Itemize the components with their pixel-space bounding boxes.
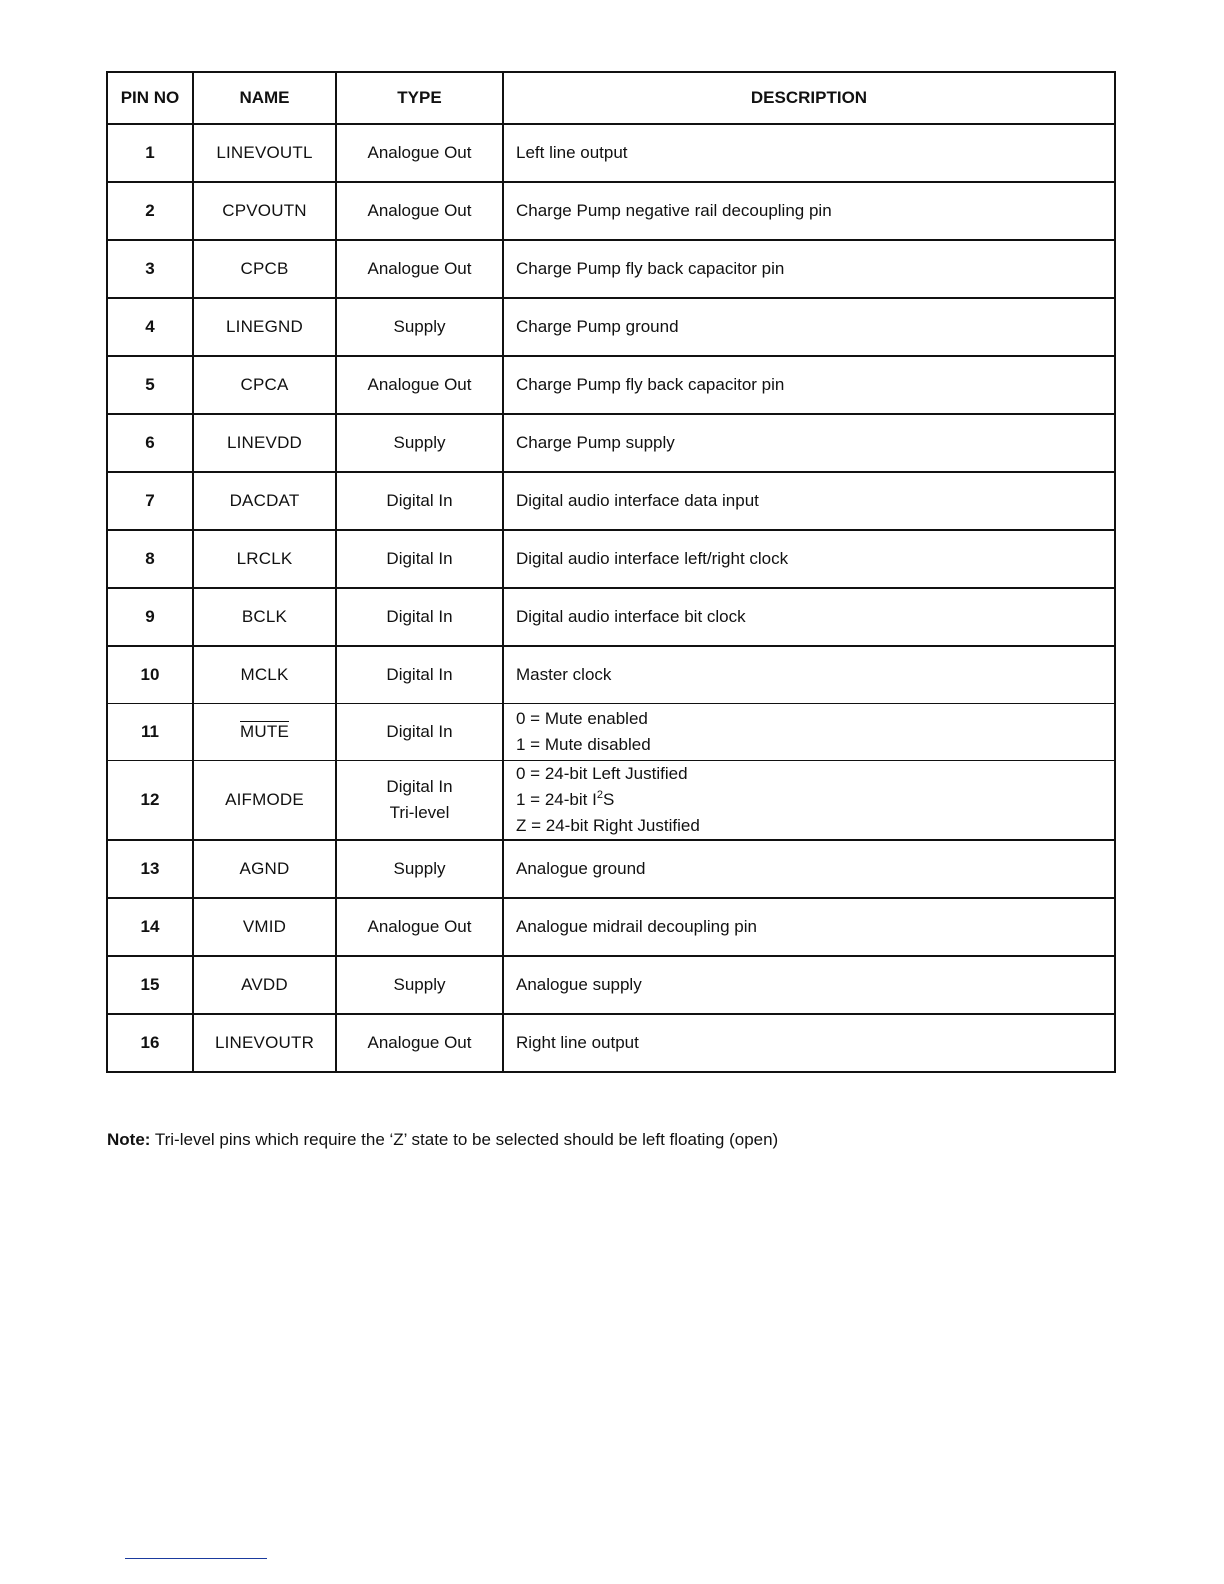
pin-type: Digital In (336, 530, 503, 588)
pin-number: 4 (107, 298, 193, 356)
pin-name: AIFMODE (193, 761, 336, 841)
table-row (107, 414, 1115, 472)
pin-name: CPCB (193, 240, 336, 298)
pin-name: AVDD (193, 956, 336, 1014)
footer-divider (125, 1558, 267, 1559)
pin-number: 12 (107, 761, 193, 841)
pin-number: 9 (107, 588, 193, 646)
table-row (107, 898, 1115, 956)
pin-type: Analogue Out (336, 124, 503, 182)
type-line: Tri-level (389, 803, 450, 822)
pin-name: LINEVOUTL (193, 124, 336, 182)
header-type: TYPE (336, 72, 503, 124)
pin-number: 6 (107, 414, 193, 472)
pin-number: 3 (107, 240, 193, 298)
pin-description: Right line output (503, 1014, 1115, 1072)
pin-number: 10 (107, 646, 193, 704)
pin-type: Supply (336, 414, 503, 472)
pin-type: Supply (336, 956, 503, 1014)
table-row (107, 840, 1115, 898)
pin-type: Analogue Out (336, 356, 503, 414)
header-name: NAME (193, 72, 336, 124)
pin-description: Charge Pump ground (503, 298, 1115, 356)
pin-description: Charge Pump supply (503, 414, 1115, 472)
pin-name: BCLK (193, 588, 336, 646)
pin-description: Digital audio interface data input (503, 472, 1115, 530)
description-line: 1 = Mute disabled (516, 735, 651, 754)
pin-name: DACDAT (193, 472, 336, 530)
pin-name (193, 704, 336, 761)
pin-type: Analogue Out (336, 182, 503, 240)
header-description: DESCRIPTION (503, 72, 1115, 124)
pin-name: CPCA (193, 356, 336, 414)
table-row (107, 356, 1115, 414)
pin-name: VMID (193, 898, 336, 956)
description-line: Z = 24-bit Right Justified (516, 816, 700, 835)
pin-number: 5 (107, 356, 193, 414)
table-row (107, 646, 1115, 704)
pin-description (503, 761, 1115, 841)
description-line (516, 787, 1114, 813)
pin-number: 11 (107, 704, 193, 761)
pin-name: MCLK (193, 646, 336, 704)
pin-description: Analogue midrail decoupling pin (503, 898, 1115, 956)
pin-type: Supply (336, 298, 503, 356)
pin-description (503, 704, 1115, 761)
description-line: 0 = 24-bit Left Justified (516, 764, 688, 783)
table-row (107, 182, 1115, 240)
pin-type: Analogue Out (336, 240, 503, 298)
pin-name: LINEGND (193, 298, 336, 356)
pin-type: Digital In (336, 588, 503, 646)
pin-type: Analogue Out (336, 1014, 503, 1072)
pin-type: Analogue Out (336, 898, 503, 956)
pin-name: LINEVDD (193, 414, 336, 472)
pin-number: 13 (107, 840, 193, 898)
pin-number: 8 (107, 530, 193, 588)
pin-type: Digital In (336, 472, 503, 530)
pin-description: Charge Pump fly back capacitor pin (503, 356, 1115, 414)
pin-number: 2 (107, 182, 193, 240)
pin-number: 7 (107, 472, 193, 530)
note-text: Tri-level pins which require the ‘Z’ state to be selected should be left floating (open) (150, 1130, 779, 1149)
description-line: 0 = Mute enabled (516, 709, 648, 728)
table-row (107, 530, 1115, 588)
table-footnote (107, 1130, 778, 1150)
table-row (107, 588, 1115, 646)
pin-description-table (106, 71, 1116, 1073)
type-line: Digital In (386, 777, 453, 796)
table-row (107, 472, 1115, 530)
pin-name: AGND (193, 840, 336, 898)
table-row (107, 956, 1115, 1014)
pin-description: Master clock (503, 646, 1115, 704)
table-row (107, 761, 1115, 841)
pin-description: Analogue supply (503, 956, 1115, 1014)
pin-description: Charge Pump fly back capacitor pin (503, 240, 1115, 298)
pin-type: Supply (336, 840, 503, 898)
table-row (107, 298, 1115, 356)
description-line-suffix: S (602, 790, 615, 809)
pin-name: CPVOUTN (193, 182, 336, 240)
table-row (107, 704, 1115, 761)
description-line-prefix: 1 = 24-bit I (516, 790, 597, 809)
header-pin-no: PIN NO (107, 72, 193, 124)
pin-number: 16 (107, 1014, 193, 1072)
table-header-row (107, 72, 1115, 124)
pin-type: Digital In (336, 646, 503, 704)
table-row (107, 1014, 1115, 1072)
pin-description: Digital audio interface left/right clock (503, 530, 1115, 588)
pin-description: Charge Pump negative rail decoupling pin (503, 182, 1115, 240)
note-label: Note: (107, 1130, 151, 1149)
pin-type (336, 761, 503, 841)
superscript: 2 (596, 789, 603, 801)
pin-number: 15 (107, 956, 193, 1014)
pin-description: Left line output (503, 124, 1115, 182)
pin-number: 14 (107, 898, 193, 956)
pin-description: Analogue ground (503, 840, 1115, 898)
mute-active-low-name: MUTE (240, 722, 289, 741)
pin-name: LINEVOUTR (193, 1014, 336, 1072)
table-row (107, 124, 1115, 182)
pin-description: Digital audio interface bit clock (503, 588, 1115, 646)
pin-name: LRCLK (193, 530, 336, 588)
pin-type: Digital In (336, 704, 503, 761)
table-row (107, 240, 1115, 298)
pin-number: 1 (107, 124, 193, 182)
